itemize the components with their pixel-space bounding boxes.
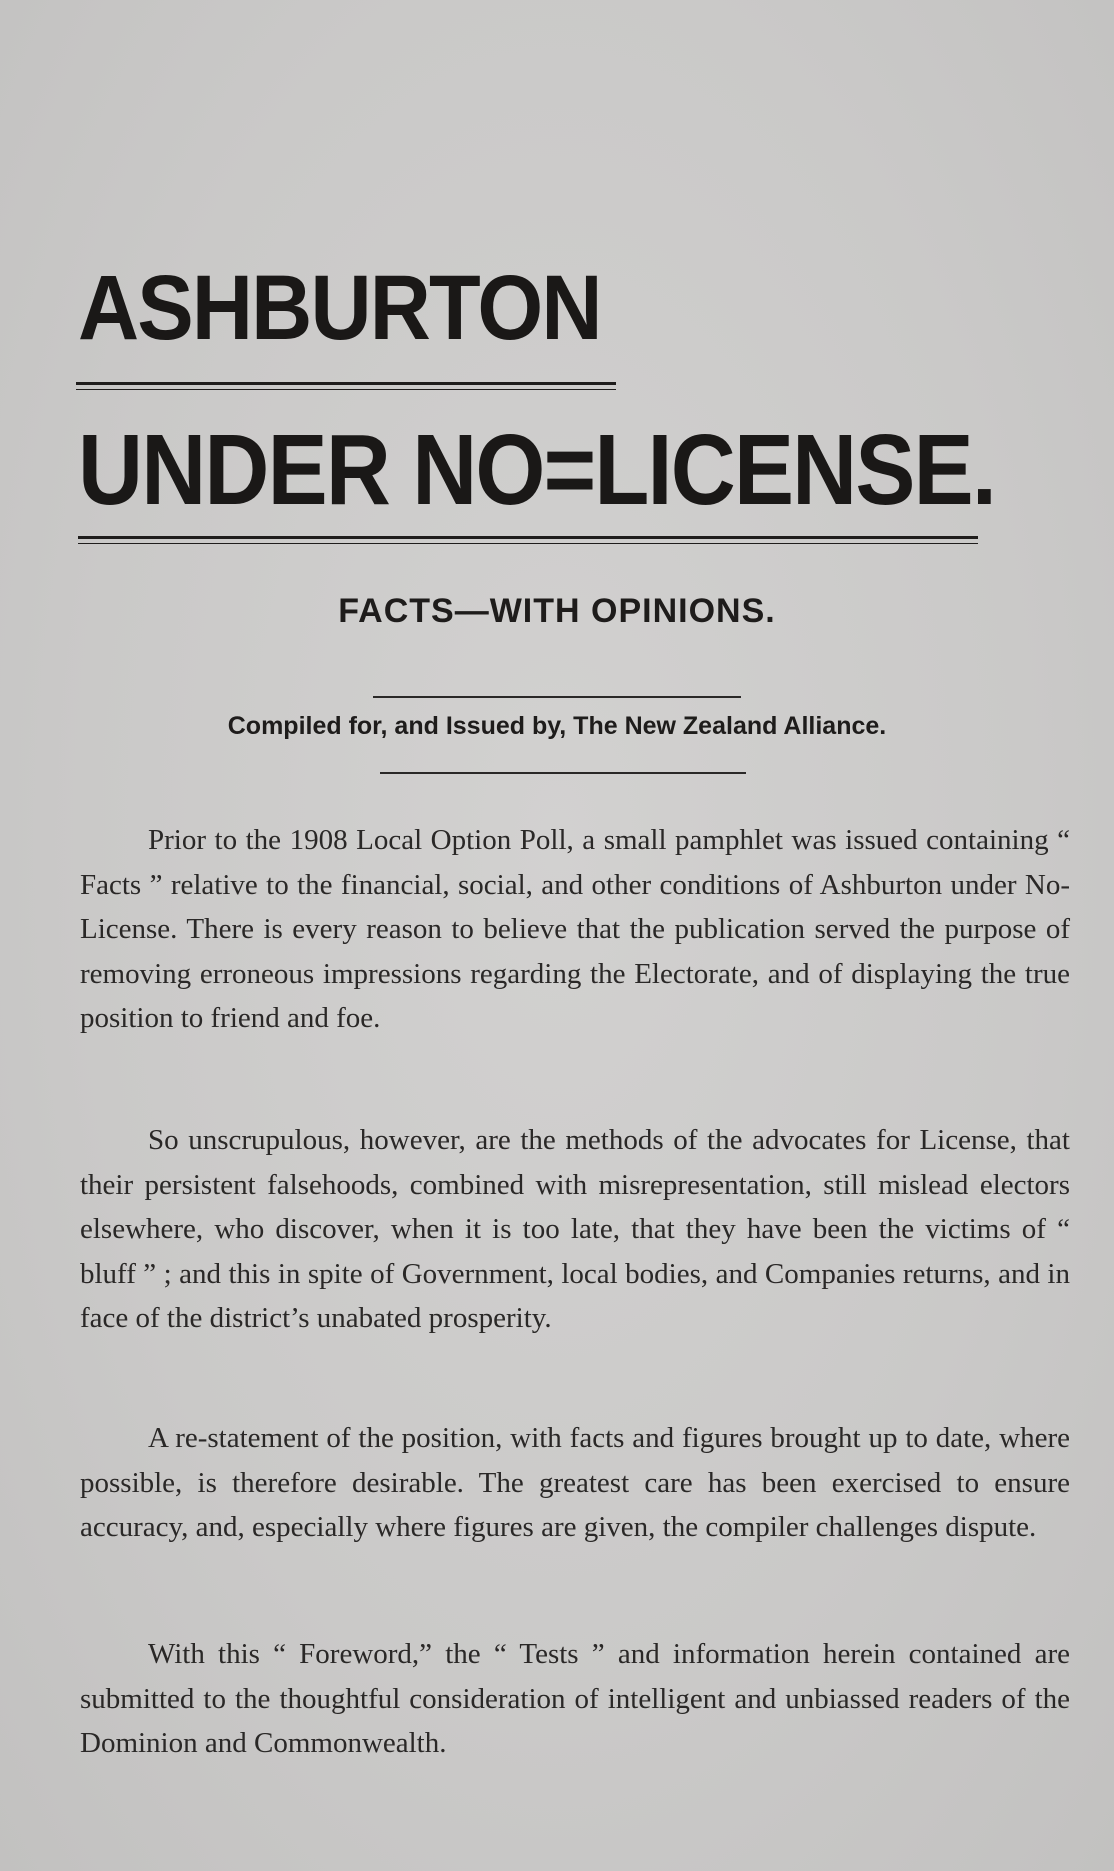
title-line-1: ASHBURTON xyxy=(78,257,601,359)
paragraph-4: With this “ Foreword,” the “ Tests ” and information herein contained are submitted to the thoughtful consideration of intelligent and unbiassed readers of the Dominion and Commonwealth. xyxy=(80,1638,1070,1760)
paragraph-1: Prior to the 1908 Local Option Poll, a small pamphlet was issued containing “ Facts ” relative to the financial, social, and other conditions of Ashburton under No-License. There is every reason to believe that the publication served the purpose of removing erroneous impressions regarding the Electorate, and of displaying the true position to friend and foe. xyxy=(80,824,1070,1035)
title-line-2: UNDER NO=LICENSE. xyxy=(78,414,996,526)
paragraph-3: A re-statement of the position, with facts and figures brought up to date, where possible, is therefore desirable. The greatest care has been exercised to ensure accuracy, and, especially where figures are given, the compiler challenges dispute. xyxy=(80,1422,1070,1544)
divider-bottom xyxy=(380,772,746,774)
paragraph-2: So unscrupulous, however, are the methods of the advocates for License, that their persistent falsehoods, combined with misrepresentation, still mislead electors elsewhere, who discover, when it is too late, that they have been the victims of “ bluff ” ; and this in spite of Government, local bodies, and Companies returns, and in face of the district’s unabated prosperity. xyxy=(80,1124,1070,1335)
title-underline-2 xyxy=(78,536,978,544)
title-underline-1 xyxy=(76,382,616,390)
subtitle: FACTS—WITH OPINIONS. xyxy=(338,592,776,630)
compiled-by-line: Compiled for, and Issued by, The New Zealand Alliance. xyxy=(227,712,887,740)
divider-top xyxy=(373,696,741,698)
